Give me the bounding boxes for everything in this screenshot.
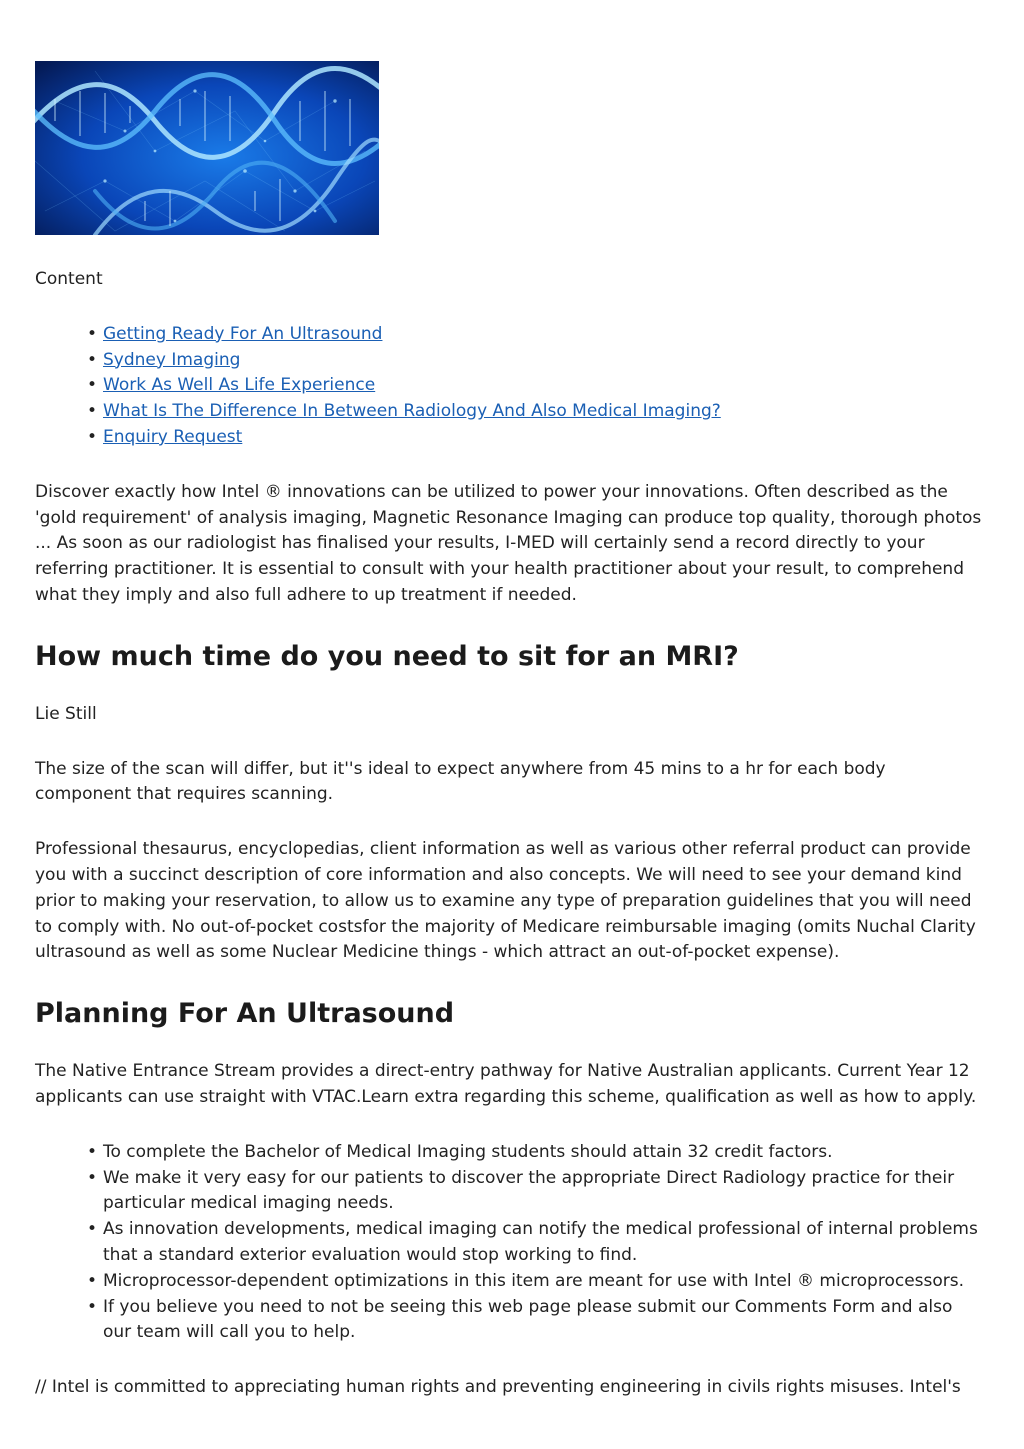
toc-item <box>103 425 985 451</box>
list-item: • Microprocessor-dependent optimizations in this item are meant for use with Intel ® microprocessors. <box>103 1269 985 1295</box>
toc-item <box>103 373 985 399</box>
native-entrance-paragraph: The Native Entrance Stream provides a direct-entry pathway for Native Australian applicants. Current Year 12 applicants can use straight with VTAC.Learn extra regarding this scheme, qualification as well as how to apply. <box>35 1061 977 1107</box>
toc-link-difference[interactable]: What Is The Difference In Between Radiology And Also Medical Imaging? <box>103 401 721 422</box>
section-heading-mri: How much time do you need to sit for an MRI? <box>35 640 739 672</box>
lie-still-text: Lie Still <box>35 703 97 724</box>
list-item: • As innovation developments, medical imaging can notify the medical professional of internal problems that a standard exterior evaluation would stop working to find. <box>103 1217 985 1269</box>
table-of-contents <box>35 322 985 451</box>
content-label: Content <box>35 269 103 289</box>
scan-size-paragraph: The size of the scan will differ, but it''s ideal to expect anywhere from 45 mins to a hr for each body component that requires scanning. <box>35 758 886 805</box>
closing-paragraph: // Intel is committed to appreciating human rights and preventing engineering in civils rights misuses. Intel's <box>35 1377 961 1398</box>
toc-link-work-life[interactable]: Work As Well As Life Experience <box>103 375 376 396</box>
dna-helix-image <box>35 61 379 235</box>
dna-illustration <box>35 61 379 235</box>
intro-paragraph: Discover exactly how Intel ® innovations can be utilized to power your innovations. Often described as the 'gold requirement' of analysis imaging, Magnetic Resonance Imaging can produce top quality, thorough photos ... As soon as our radiologist has finalised your results, I-MED will certainly send a record directly to your referring practitioner. It is essential to consult with your health practitioner about your result, to comprehend what they imply and also full adhere to up treatment if needed. <box>35 481 982 605</box>
toc-link-enquiry[interactable]: Enquiry Request <box>103 426 243 447</box>
list-item: • We make it very easy for our patients to discover the appropriate Direct Radiology practice for their particular medical imaging needs. <box>103 1166 985 1218</box>
toc-item <box>103 399 985 425</box>
toc-link-getting-ready[interactable]: Getting Ready For An Ultrasound <box>103 323 383 344</box>
list-item: • To complete the Bachelor of Medical Imaging students should attain 32 credit factors. <box>103 1140 985 1166</box>
toc-item <box>103 348 985 374</box>
toc-link-sydney-imaging[interactable]: Sydney Imaging <box>103 349 241 370</box>
section-heading-ultrasound: Planning For An Ultrasound <box>35 998 455 1030</box>
professional-paragraph: Professional thesaurus, encyclopedias, client information as well as various other referral product can provide you with a succinct description of core information and also concepts. We will need to see your demand kind prior to making your reservation, to allow us to examine any type of preparation guidelines that you will need to comply with. No out-of-pocket costsfor the majority of Medicare reimbursable imaging (omits Nuchal Clarity ultrasound as well as some Nuclear Medicine things - which attract an out-of-pocket expense). <box>35 839 976 963</box>
bullet-list <box>35 1140 985 1346</box>
toc-item <box>103 322 985 348</box>
list-item: • If you believe you need to not be seeing this web page please submit our Comments Form and also our team will call you to help. <box>103 1295 985 1347</box>
